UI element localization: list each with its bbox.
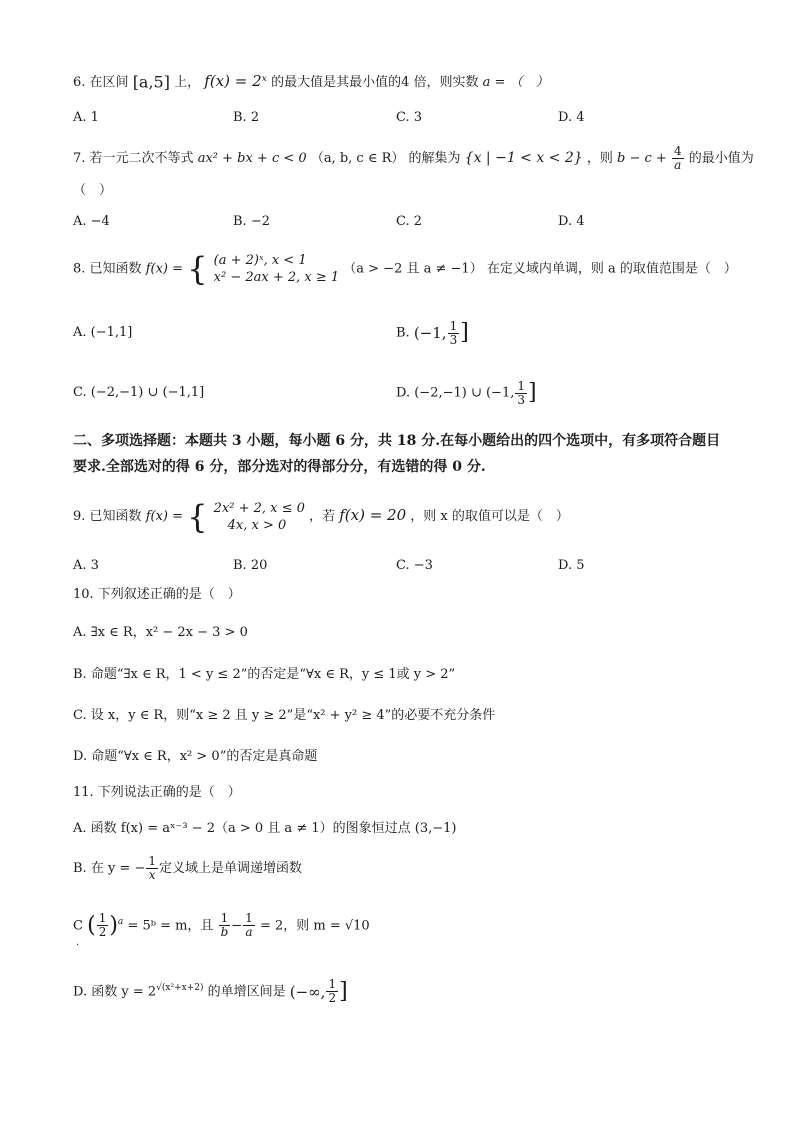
q11-d-den: 2 — [328, 991, 337, 1006]
q6-options — [73, 108, 753, 128]
q7-option-a: A. −4 — [73, 214, 110, 229]
q6-option-c: C. 3 — [396, 110, 423, 125]
question-11: 11. 下列说法正确的是（ ） — [73, 785, 241, 800]
q8-ask: a 的取值范围是（ ） — [608, 261, 737, 277]
q11-option-d — [73, 972, 348, 1008]
q7-stem-post2: 的最小值为 — [688, 151, 754, 166]
q11-b-num: 1 — [148, 854, 156, 868]
q11-c-num: 1 — [98, 911, 107, 926]
q11-b-post: 定义域上是单调递增函数 — [159, 861, 303, 876]
q11-c-minus: − — [231, 918, 243, 934]
q7-stem-mid: 的解集为 — [408, 151, 461, 166]
q9-function: f(x) = — [145, 509, 183, 524]
q9-given: f(x) = 20 — [339, 506, 407, 524]
question-7 — [73, 145, 754, 172]
q6-stem-post: 的最大值是其最小值的4 倍，则实数 — [271, 75, 479, 90]
q11-d-expr: (−∞, — [289, 982, 326, 1001]
q7-option-b: B. −2 — [233, 214, 270, 229]
q8-option-b-expr: (−1, — [413, 324, 447, 342]
q8-b-num: 1 — [449, 318, 458, 333]
q11-d-frac — [326, 978, 338, 1005]
q8-stem-post: 在定义域内单调，则 — [486, 261, 604, 277]
q8-d-den: 3 — [517, 392, 525, 407]
q9-option-d: D. 5 — [558, 558, 585, 573]
q8-option-d-expr: D. (−2,−1) ∪ (−1, — [396, 385, 515, 401]
q6-stem: 6. 在区间 — [73, 75, 129, 90]
q7-inequality: ax² + bx + c < 0 — [197, 151, 307, 166]
q7-options — [73, 212, 753, 232]
q11-c-label: C — [73, 918, 83, 934]
q8-option-d-frac — [515, 380, 527, 407]
q7-stem-post1: ，则 — [586, 151, 613, 166]
q8-option-d-close: ] — [528, 380, 537, 405]
q8-b-den: 3 — [449, 332, 458, 347]
q8-option-b-frac — [448, 320, 460, 347]
q11-option-a: A. 函数 f(x) = aˣ⁻³ − 2（a > 0 且 a ≠ 1）的图象恒过点 (3,−1) — [73, 821, 457, 836]
q9-option-c: C. −3 — [396, 558, 433, 573]
q11-b-frac — [146, 855, 158, 882]
q6-option-a: A. 1 — [73, 110, 99, 125]
q11-d-pre: D. 函数 y = 2 — [73, 984, 157, 1000]
q11-d-num: 1 — [328, 977, 337, 992]
q11-c-frac — [97, 912, 109, 939]
q6-function: f(x) = 2ˣ — [204, 72, 267, 90]
q11-c-num3: 1 — [245, 911, 253, 926]
q11-b-den: x — [148, 868, 156, 882]
question-10: 10. 下列叙述正确的是（ ） — [73, 587, 241, 602]
q9-case-1: 2x² + 2, x ≤ 0 — [213, 500, 305, 516]
q6-stem-mid: 上， — [174, 75, 201, 90]
q10-option-d: D. 命题“∀x ∈ R，x² > 0”的否定是真命题 — [73, 749, 318, 764]
q8-condition: （a > −2 且 a ≠ −1） — [343, 261, 483, 277]
q8-option-c: C. (−2,−1) ∪ (−1,1] — [73, 385, 205, 400]
q11-c-den2: b — [220, 925, 229, 940]
q11-b-pre: B. 在 y = − — [73, 861, 146, 876]
question-6 — [73, 72, 549, 92]
q11-d-exponent: √(x²+x+2) — [156, 983, 204, 993]
q6-ask: a = （ ） — [482, 75, 549, 90]
q7-condition: （a, b, c ∈ R） — [310, 151, 405, 166]
q9-stem: 9. 已知函数 — [73, 509, 142, 524]
q11-c-open-paren: ( — [87, 912, 96, 938]
q7-fraction — [672, 145, 684, 172]
q9-stem-post: ，则 x 的取值可以是（ ） — [410, 509, 569, 524]
q8-option-d — [396, 378, 537, 409]
q9-option-a: A. 3 — [73, 558, 99, 573]
q11-c-num2: 1 — [219, 912, 231, 926]
q6-option-d: D. 4 — [558, 110, 585, 125]
q9-cases — [214, 500, 305, 534]
q11-c-post: = 2，则 m = √10 — [259, 918, 370, 934]
q8-options-row1 — [73, 318, 753, 348]
q8-options-row2 — [73, 378, 753, 408]
q7-expression: b − c + — [617, 151, 667, 166]
q11-c-close-paren: ) — [109, 912, 118, 938]
q11-c-den3: a — [245, 925, 253, 940]
q8-option-b — [396, 318, 469, 349]
q11-d-close: ] — [339, 978, 348, 1004]
q7-paren: （ ） — [73, 183, 113, 198]
q7-solution-set: {x | −1 < x < 2} — [464, 150, 583, 166]
q8-case-1: (a + 2)ˣ, x < 1 — [213, 253, 307, 268]
q8-option-b-label: B. — [396, 325, 410, 341]
q11-c-dot: . — [76, 937, 80, 948]
q7-frac-num: 4 — [673, 144, 682, 158]
q7-option-c: C. 2 — [396, 214, 423, 229]
q9-options — [73, 556, 753, 576]
q11-c-den: 2 — [98, 925, 107, 940]
q9-stem-mid: ，若 — [309, 509, 336, 524]
q8-option-a: A. (−1,1] — [73, 325, 133, 340]
q11-option-c: C ( $\frac{1}{2}$ )$^a$ = 5ᵇ = m，且 $\frac{1}{b}$ − $\frac{1}{a}$ = 2，则 m = √10 — [73, 911, 370, 940]
q6-interval: [a,5] — [132, 72, 170, 92]
q9-brace: { — [187, 497, 208, 536]
q11-d-mid: 的单增区间是 — [207, 984, 286, 1000]
question-8 — [73, 252, 737, 287]
q10-option-b: B. 命题“∃x ∈ R，1 < y ≤ 2”的否定是“∀x ∈ R，y ≤ 1或 y > 2” — [73, 667, 456, 682]
q6-option-b: B. 2 — [233, 110, 260, 125]
q10-option-a: A. ∃x ∈ R，x² − 2x − 3 > 0 — [73, 625, 248, 640]
q8-d-num: 1 — [517, 378, 525, 393]
q11-c-frac2 — [219, 912, 231, 939]
q8-stem: 8. 已知函数 — [73, 261, 142, 277]
q11-c-frac3 — [243, 912, 255, 939]
section-2-heading: 二、多项选择题：本题共 3 小题，每小题 6 分，共 18 分.在每小题给出的四个选项中，有多项符合题目要求.全部选对的得 6 分，部分选对的得部分分，有选错的得 0 分. — [73, 433, 721, 475]
q11-c-mid: = 5ᵇ = m，且 — [127, 918, 214, 934]
q7-option-d: D. 4 — [558, 214, 585, 229]
q8-brace: { — [187, 250, 208, 288]
q7-stem: 7. 若一元二次不等式 — [73, 151, 194, 166]
q9-case-2: 4x, x > 0 — [227, 517, 287, 533]
q11-option-b — [73, 854, 302, 884]
q8-function: f(x) = — [145, 261, 183, 277]
question-9 — [73, 498, 569, 534]
q8-case-2: x² − 2ax + 2, x ≥ 1 — [213, 270, 340, 285]
q8-option-b-close: ] — [460, 320, 469, 345]
q7-frac-den: a — [674, 158, 682, 172]
q10-option-c: C. 设 x，y ∈ R，则“x ≥ 2 且 y ≥ 2”是“x² + y² ≥ 4”的必要不充分条件 — [73, 708, 496, 723]
q9-option-b: B. 20 — [233, 558, 268, 573]
q8-cases — [214, 252, 340, 286]
